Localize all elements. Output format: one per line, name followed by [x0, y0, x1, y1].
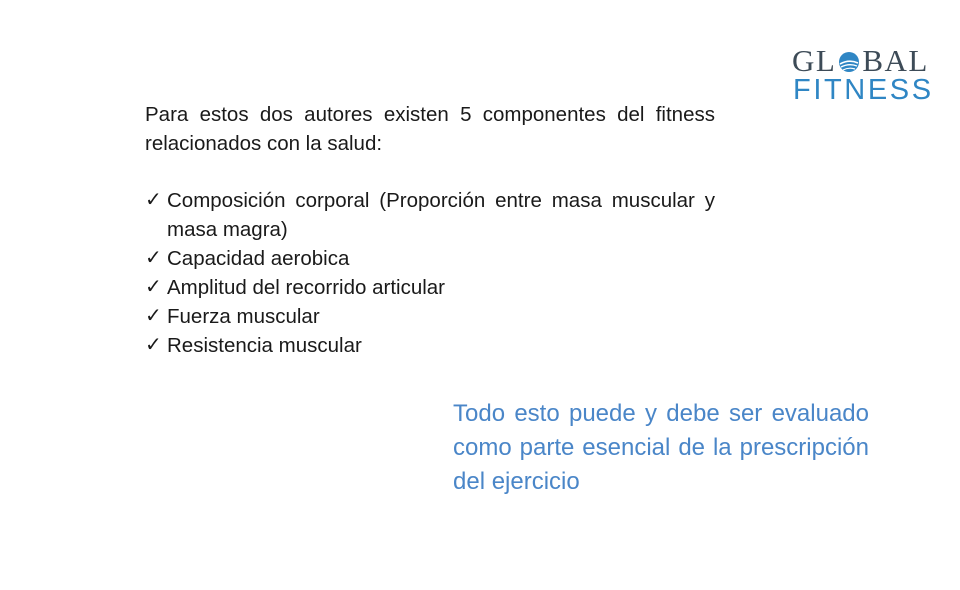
checkmark-icon: ✓: [145, 305, 162, 327]
global-fitness-logo: [792, 44, 937, 108]
list-item-text: Capacidad aerobica: [167, 247, 350, 270]
list-item: [145, 186, 715, 244]
list-item-text: Amplitud del recorrido articular: [167, 276, 446, 299]
globe-icon: [838, 51, 860, 73]
conclusion-paragraph: Todo esto puede y debe ser evaluado como parte esencial de la prescripción del ejercicio: [453, 400, 869, 495]
list-item-text: Resistencia muscular: [167, 334, 362, 357]
list-item-text: Fuerza muscular: [167, 305, 320, 328]
checkmark-icon: ✓: [145, 334, 162, 356]
intro-paragraph: Para estos dos autores existen 5 componentes del fitness relacionados con la salud:: [145, 103, 715, 155]
list-item-text: Composición corporal (Proporción entre masa muscular y masa magra): [167, 189, 715, 241]
logo-global-right: BAL: [862, 43, 929, 78]
checkmark-icon: ✓: [145, 247, 162, 269]
logo-global-left: GL: [792, 43, 837, 78]
list-item: [145, 273, 715, 302]
logo-global-text: [792, 44, 929, 78]
list-item: [145, 302, 715, 331]
list-item: [145, 244, 715, 273]
checkmark-icon: ✓: [145, 276, 162, 298]
components-list: [145, 186, 715, 360]
list-item: [145, 331, 715, 360]
logo-fitness-text: FITNESS: [793, 74, 934, 106]
checkmark-icon: ✓: [145, 189, 162, 211]
